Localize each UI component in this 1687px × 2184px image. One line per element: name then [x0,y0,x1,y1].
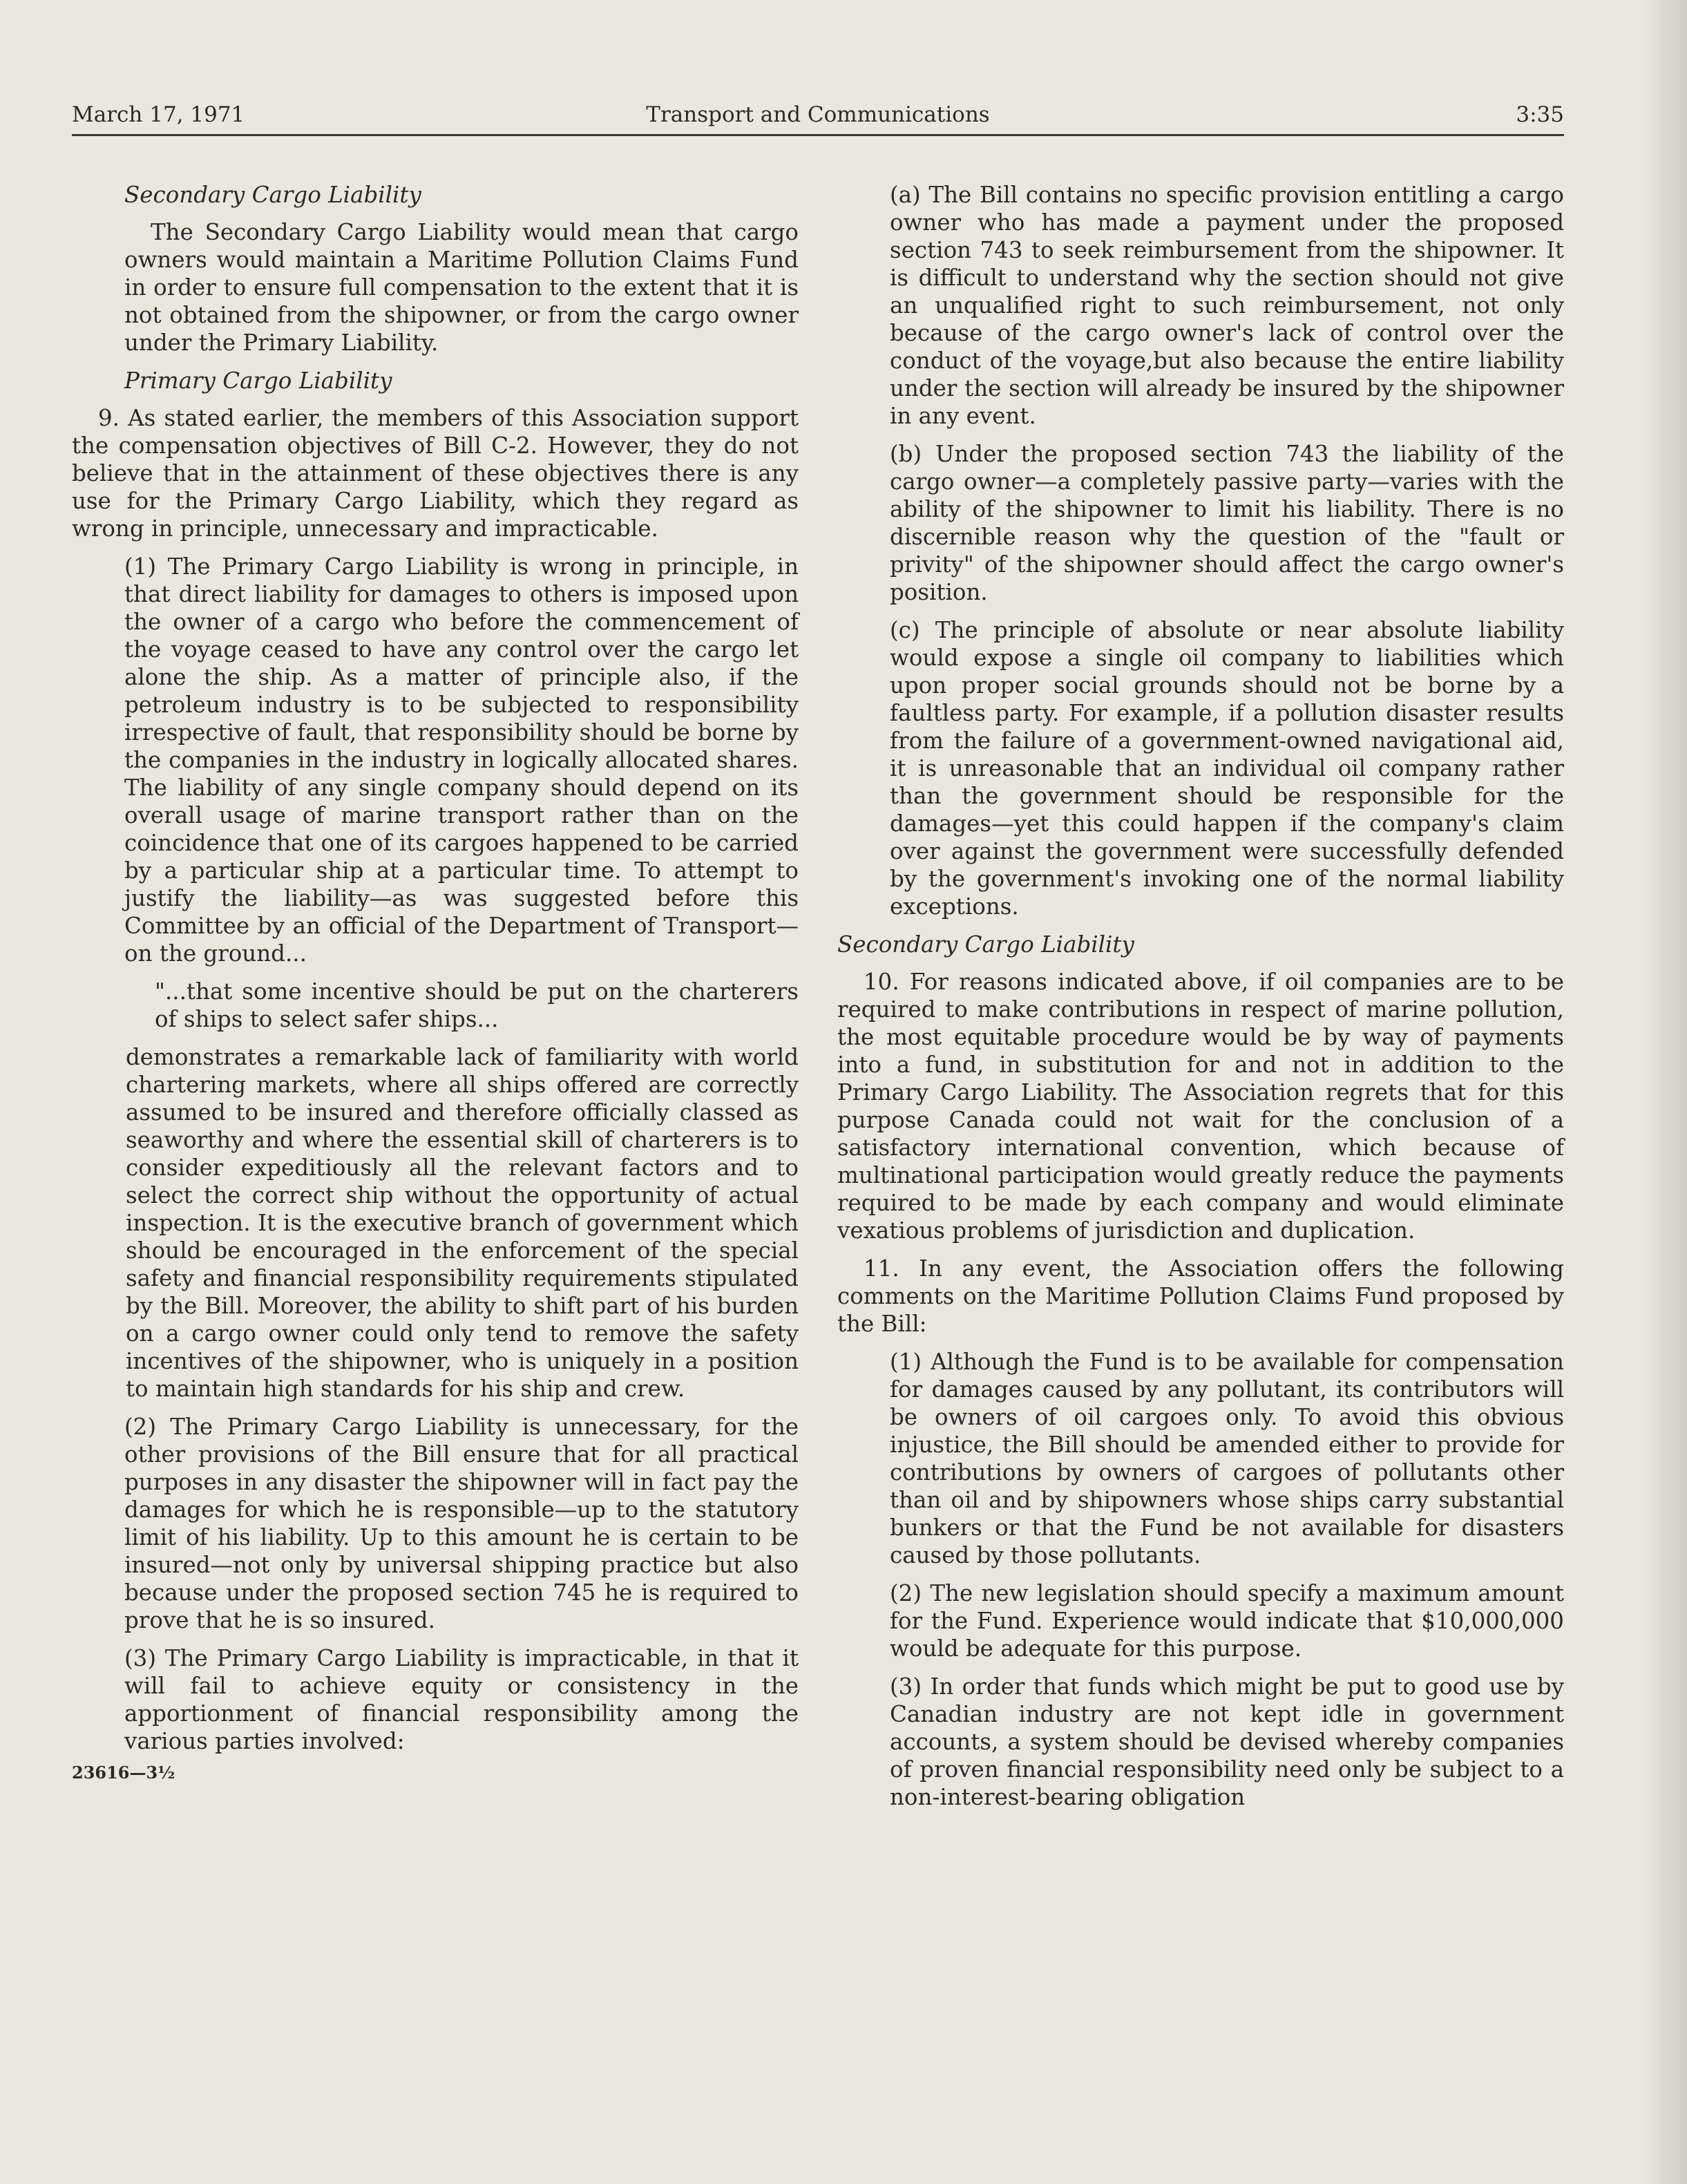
running-header [72,102,1564,136]
fund-item-2: (2) The new legislation should specify a maximum amount for the Fund. Experience would indicate that $10,000,000 would be adequate for this purpose. [890,1580,1564,1662]
item-a: (a) The Bill contains no specific provision entitling a cargo owner who has made a payment under the proposed section 743 to seek reimbursement from the shipowner. It is difficult to understand why the section should not give an unqualified right to such reimbursement, not only because of the cargo owner's lack of control over the conduct of the voyage,but also because the entire liability under the section will already be insured by the shipowner in any event. [890,182,1564,429]
header-page-number: 3:35 [1516,102,1564,127]
heading-secondary-cargo-liability: Secondary Cargo Liability [124,182,421,208]
item-1-wrong-in-principle: (1) The Primary Cargo Liability is wrong in principle, in that direct liability for damages to others is imposed upon the owner of a cargo who before the commencement of the voyage ceased to have any control over the cargo let alone the ship. As a matter of principle also, if the petroleum industry is to be subjected to responsibility irrespective of fault, that responsibility should be borne by the companies in the industry in logically allocated shares. The liability of any single company should depend on its overall usage of marine transport rather than on the coincidence that one of its cargoes happened to be carried by a particular ship at a particular time. To attempt to justify the liability—as was suggested before this Committee by an official of the Department of Transport—on the ground... [124,553,799,967]
paragraph-secondary-liability: The Secondary Cargo Liability would mean that cargo owners would maintain a Maritime Pollution Claims Fund in order to ensure full compensation to the extent that it is not obtained from the shipowner, or from the cargo owner under the Primary Liability. [124,219,799,356]
item-2-unnecessary: (2) The Primary Cargo Liability is unnecessary, for the other provisions of the Bill ensure that for all practical purposes in any disaster the shipowner will in fact pay the damages for which he is responsible—up to the statutory limit of his liability. Up to this amount he is certain to be insured—not only by universal shipping practice but also because under the proposed section 745 he is required to prove that he is so insured. [124,1414,799,1633]
item-c: (c) The principle of absolute or near absolute liability would expose a single oil company to liabilities which upon proper social grounds should not be borne by a faultless party. For example, if a pollution disaster results from the failure of a government-owned navigational aid, it is unreasonable that an individual oil company rather than the government should be responsible for the damages—yet this could happen if the company's claim over against the government were successfully defended by the government's invoking one of the normal liability exceptions. [890,617,1564,920]
heading-secondary-cargo-liability-2: Secondary Cargo Liability [837,931,1134,958]
fund-item-3: (3) In order that funds which might be put to good use by Canadian industry are not kept idle in government accounts, a system should be devised whereby companies of proven financial responsibility need only be subject to a non-interest-bearing obligation [890,1673,1564,1810]
paragraph-9: 9. As stated earlier, the members of this Association support the compensation objectives of Bill C-2. However, they do not believe that in the attainment of these objectives there is any use for the Primary Cargo Liability, which they regard as wrong in principle, unnecessary and impracticable. [72,405,799,542]
item-b: (b) Under the proposed section 743 the liability of the cargo owner—a completely passive party—varies with the ability of the shipowner to limit his liability. There is no discernible reason why the question of the "fault or privity" of the shipowner should affect the cargo owner's position. [890,441,1564,605]
fund-item-1: (1) Although the Fund is to be available for compensation for damages caused by any pollutant, its contributors will be owners of oil cargoes only. To avoid this obvious injustice, the Bill should be amended either to provide for contributions by owners of cargoes of pollutants other than oil and by shipowners whose ships carry substantial bunkers or that the Fund be not available for disasters caused by those pollutants. [890,1349,1564,1568]
printer-code: 23616—3½ [72,1763,175,1783]
left-column [72,181,799,1787]
heading-primary-cargo-liability: Primary Cargo Liability [124,368,392,394]
header-date: March 17, 1971 [72,102,245,127]
right-column [837,181,1564,1811]
header-title: Transport and Communications [646,102,990,127]
page-edge [1646,0,1687,2184]
item-3-impracticable: (3) The Primary Cargo Liability is impracticable, in that it will fail to achieve equity or consistency in the apportionment of financial responsibility among the various parties involved: [124,1645,799,1754]
paragraph-10: 10. For reasons indicated above, if oil companies are to be required to make contributions in respect of marine pollution, the most equitable procedure would be by way of payments into a fund, in substitution for and not in addition to the Primary Cargo Liability. The Association regrets that for this purpose Canada could not wait for the conclusion of a satisfactory international convention, which because of multinational participation would greatly reduce the payments required to be made by each company and would eliminate vexatious problems of jurisdiction and duplication. [837,969,1564,1244]
paragraph-11: 11. In any event, the Association offers the following comments on the Maritime Pollution Claims Fund proposed by the Bill: [837,1255,1564,1337]
quotation: "...that some incentive should be put on the charterers of ships to select safer ships... [155,978,799,1032]
item-1-continued: demonstrates a remarkable lack of familiarity with world chartering markets, where all ships offered are correctly assumed to be insured and therefore officially classed as seaworthy and where the essential skill of charterers is to consider expeditiously all the relevant factors and to select the correct ship without the opportunity of actual inspection. It is the executive branch of government which should be encouraged in the enforcement of the special safety and financial responsibility requirements stipulated by the Bill. Moreover, the ability to shift part of his burden on a cargo owner could only tend to remove the safety incentives of the shipowner, who is uniquely in a position to maintain high standards for his ship and crew. [126,1044,799,1402]
